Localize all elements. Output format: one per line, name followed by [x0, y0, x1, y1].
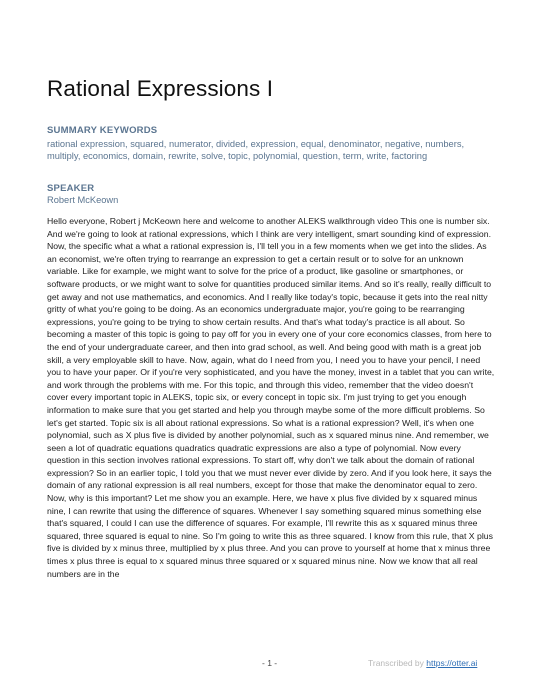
otter-link[interactable]: https://otter.ai	[426, 658, 478, 668]
page-number: - 1 -	[262, 658, 278, 668]
transcribed-by-label: Transcribed by	[368, 658, 424, 668]
document-title: Rational Expressions I	[47, 76, 274, 101]
keywords-heading: SUMMARY KEYWORDS	[47, 125, 158, 136]
transcript-text: Hello everyone, Robert j McKeown here and welcome to another ALEKS walkthrough video This one is number six. And we're going to look at rational expressions, which I think are very intelligent, smart sounding kind of expression. Now, the specific what a what a rational expression is, I'll tell you in a few moments when we get into the slides. As an economist, we're often trying to rearrange an expression to get a certain result or to solve for an unknown variable. Like for example, we might want to solve for the price of a product, like gasoline or smartphones, or software products, or we might want to solve for quantities produced similar items. And so it's really, really difficult to get away and not use mathematics, and economics. And I really like today's topic, because it gets into the real nitty gritty of what you're going to be doing. As an economics undergraduate major, you're going to be rearranging expressions, you're going to be trying to show certain results. And that's what today's practice is all about. So becoming a master of this topic is going to pay off for you in every one of your core economics classes, from here to the end of your undergraduate career, and then into grad school, as well. And being good with math is a great job skill, a very employable skill to have. Now, again, what do I need from you, I need you to have your pencil, I need you to have your paper. Or if you're very sophisticated, and you have the money, invest in a tablet that you can write, and work through the problems with me. For this topic, and through this video, remember that the video doesn't cover every important topic in ALEKS, topic six, or every concept in topic six. I'm just trying to get you enough information to make sure that you get started and help you through maybe some of the more difficult problems. So let's get started. Topic six is all about rational expressions. So what is a rational expression? Well, it's when one polynomial, such as X plus five is divided by another polynomial, such as x squared minus nine. And remember, we seen a lot of quadratic equations quadratics quadratic expressions are also a type of polynomial. Now every question in this section involves rational expressions. To start off, why don't we talk about the domain of rational expression? So in an earlier topic, I told you that we must never ever divide by zero. And if you look here, it says the domain of any rational expression is all real numbers, except for those that make the denominator equal to zero. Now, why is this important? Let me show you an example. Here, we have x plus five divided by x squared minus nine, I can rewrite that using the difference of squares. Whenever I say something squared minus something else that's squared, I could I can use the difference of squares. For example, I'll rewrite this as x squared minus three squared, three squared is equal to nine. So I'm going to write this as three squared. I know from this rule, that X plus five is divided by x minus three, multiplied by x plus three. And you can prove to yourself at home that x minus three times x plus three is equal to x squared minus three squared or x squared minus nine. Now we know that all real numbers are in the	[47, 216, 495, 579]
transcription-credit	[368, 658, 477, 668]
speaker-name: Robert McKeown	[47, 195, 119, 205]
speaker-heading: SPEAKER	[47, 183, 95, 194]
keywords-list: rational expression, squared, numerator, divided, expression, equal, denominator, negative, numbers, multiply, economics, domain, rewrite, solve, topic, polynomial, question, term, write, factoring	[47, 139, 465, 162]
